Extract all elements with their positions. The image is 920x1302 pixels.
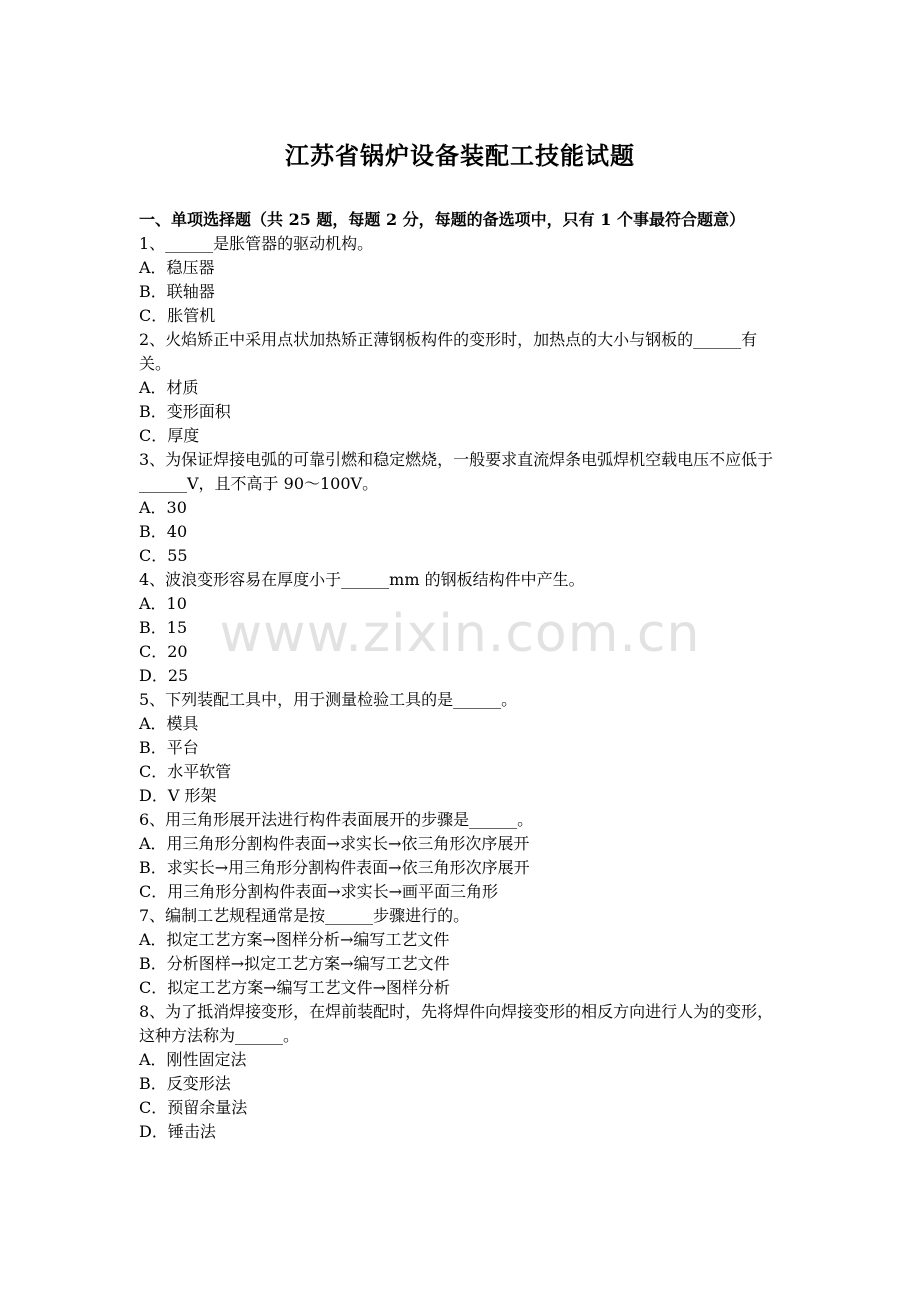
answer-option: D．锤击法 — [139, 1122, 216, 1141]
answer-option: A．30 — [139, 498, 187, 517]
answer-option: B．联轴器 — [139, 282, 215, 301]
document-title: 江苏省锅炉设备装配工技能试题 — [285, 141, 635, 170]
answer-option: B．反变形法 — [139, 1074, 231, 1093]
question-list — [139, 232, 784, 1144]
question-stem: 6、用三角形展开法进行构件表面展开的步骤是______。 — [139, 810, 534, 829]
answer-option: A．刚性固定法 — [139, 1050, 247, 1069]
answer-option: C．拟定工艺方案→编写工艺文件→图样分析 — [139, 978, 451, 997]
question-stem: 2、火焰矫正中采用点状加热矫正薄钢板构件的变形时，加热点的大小与钢板的______有关。 — [139, 330, 758, 373]
question-stem: 1、______是胀管器的驱动机构。 — [139, 234, 374, 253]
answer-option: C．胀管机 — [139, 306, 216, 325]
question-stem: 7、编制工艺规程通常是按______步骤进行的。 — [139, 906, 470, 925]
answer-option: A．拟定工艺方案→图样分析→编写工艺文件 — [139, 930, 450, 949]
answer-option: B．求实长→用三角形分割构件表面→依三角形次序展开 — [139, 858, 530, 877]
section-header: 一、单项选择题（共 25 题，每题 2 分，每题的备选项中，只有 1 个事最符合题意） — [139, 210, 745, 229]
answer-option: A．稳压器 — [139, 258, 215, 277]
answer-option: B．分析图样→拟定工艺方案→编写工艺文件 — [139, 954, 450, 973]
question-stem: 8、为了抵消焊接变形，在焊前装配时，先将焊件向焊接变形的相反方向进行人为的变形，这种方法称为______。 — [139, 1002, 774, 1045]
answer-option: C．用三角形分割构件表面→求实长→画平面三角形 — [139, 882, 499, 901]
answer-option: C．20 — [139, 642, 188, 661]
answer-option: B．平台 — [139, 738, 199, 757]
answer-option: A．模具 — [139, 714, 199, 733]
answer-option: C．水平软管 — [139, 762, 232, 781]
question-stem: 3、为保证焊接电弧的可靠引燃和稳定燃烧，一般要求直流焊条电弧焊机空载电压不应低于______V，且不高于 90～100V。 — [139, 450, 774, 493]
answer-option: C．厚度 — [139, 426, 200, 445]
answer-option: C．预留余量法 — [139, 1098, 248, 1117]
answer-option: D．25 — [139, 666, 189, 685]
answer-option: D．V 形架 — [139, 786, 217, 805]
answer-option: C．55 — [139, 546, 188, 565]
answer-option: B．15 — [139, 618, 188, 637]
exam-content — [139, 208, 784, 1144]
answer-option: B．变形面积 — [139, 402, 231, 421]
answer-option: A．用三角形分割构件表面→求实长→依三角形次序展开 — [139, 834, 530, 853]
question-stem: 5、下列装配工具中，用于测量检验工具的是______。 — [139, 690, 518, 709]
answer-option: A．材质 — [139, 378, 199, 397]
watermark: www.zixin.com.cn — [219, 604, 701, 664]
question-stem: 4、波浪变形容易在厚度小于______mm 的钢板结构件中产生。 — [139, 570, 585, 589]
answer-option: A．10 — [139, 594, 187, 613]
answer-option: B．40 — [139, 522, 188, 541]
